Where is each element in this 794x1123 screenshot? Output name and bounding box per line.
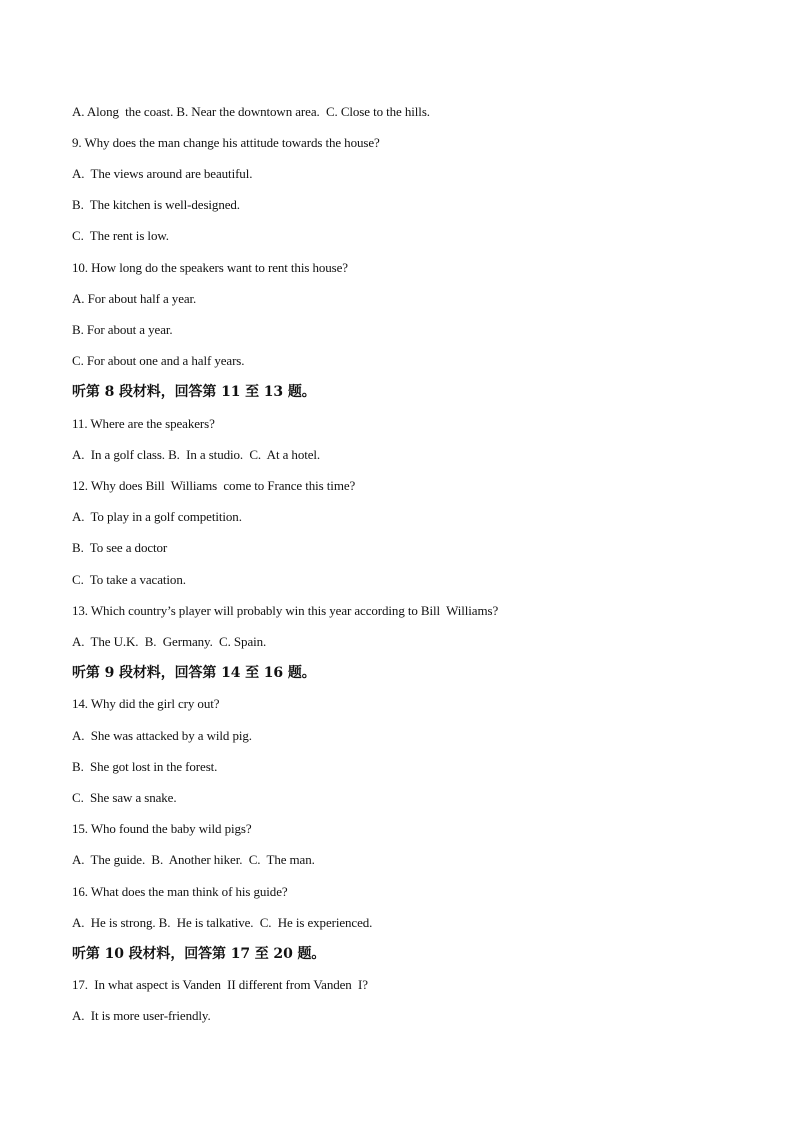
q9-option-a: A. The views around are beautiful. bbox=[72, 166, 253, 181]
section-heading-9: 听第 9 段材料，回答第 14 至 16 题。 bbox=[72, 665, 316, 681]
question-16: 16. What does the man think of his guide? bbox=[72, 884, 288, 899]
q12-option-c: C. To take a vacation. bbox=[72, 572, 186, 587]
question-11: 11. Where are the speakers? bbox=[72, 416, 215, 431]
q16-options: A. He is strong. B. He is talkative. C. He is experienced. bbox=[72, 915, 373, 930]
q11-options: A. In a golf class. B. In a studio. C. At a hotel. bbox=[72, 447, 321, 462]
question-14: 14. Why did the girl cry out? bbox=[72, 696, 220, 711]
q10-option-b: B. For about a year. bbox=[72, 322, 173, 337]
q10-option-c: C. For about one and a half years. bbox=[72, 353, 245, 368]
q10-option-a: A. For about half a year. bbox=[72, 291, 197, 306]
q9-option-b: B. The kitchen is well-designed. bbox=[72, 197, 240, 212]
section-heading-8: 听第 8 段材料，回答第 11 至 13 题。 bbox=[72, 384, 316, 400]
q14-option-a: A. She was attacked by a wild pig. bbox=[72, 728, 252, 743]
question-9: 9. Why does the man change his attitude towards the house? bbox=[72, 135, 380, 150]
q12-option-a: A. To play in a golf competition. bbox=[72, 509, 242, 524]
q14-option-b: B. She got lost in the forest. bbox=[72, 759, 218, 774]
question-10: 10. How long do the speakers want to rent this house? bbox=[72, 260, 348, 275]
q15-options: A. The guide. B. Another hiker. C. The man. bbox=[72, 852, 315, 867]
q8-options: A. Along the coast. B. Near the downtown area. C. Close to the hills. bbox=[72, 104, 430, 119]
q14-option-c: C. She saw a snake. bbox=[72, 790, 177, 805]
q13-options: A. The U.K. B. Germany. C. Spain. bbox=[72, 634, 267, 649]
section-heading-10: 听第 10 段材料，回答第 17 至 20 题。 bbox=[72, 946, 326, 962]
question-17: 17. In what aspect is Vanden II different from Vanden I? bbox=[72, 977, 368, 992]
question-13: 13. Which country’s player will probably win this year according to Bill Williams? bbox=[72, 603, 499, 618]
q9-option-c: C. The rent is low. bbox=[72, 228, 169, 243]
question-12: 12. Why does Bill Williams come to France this time? bbox=[72, 478, 356, 493]
q17-option-a: A. It is more user-friendly. bbox=[72, 1008, 211, 1023]
q12-option-b: B. To see a doctor bbox=[72, 540, 168, 555]
question-15: 15. Who found the baby wild pigs? bbox=[72, 821, 252, 836]
